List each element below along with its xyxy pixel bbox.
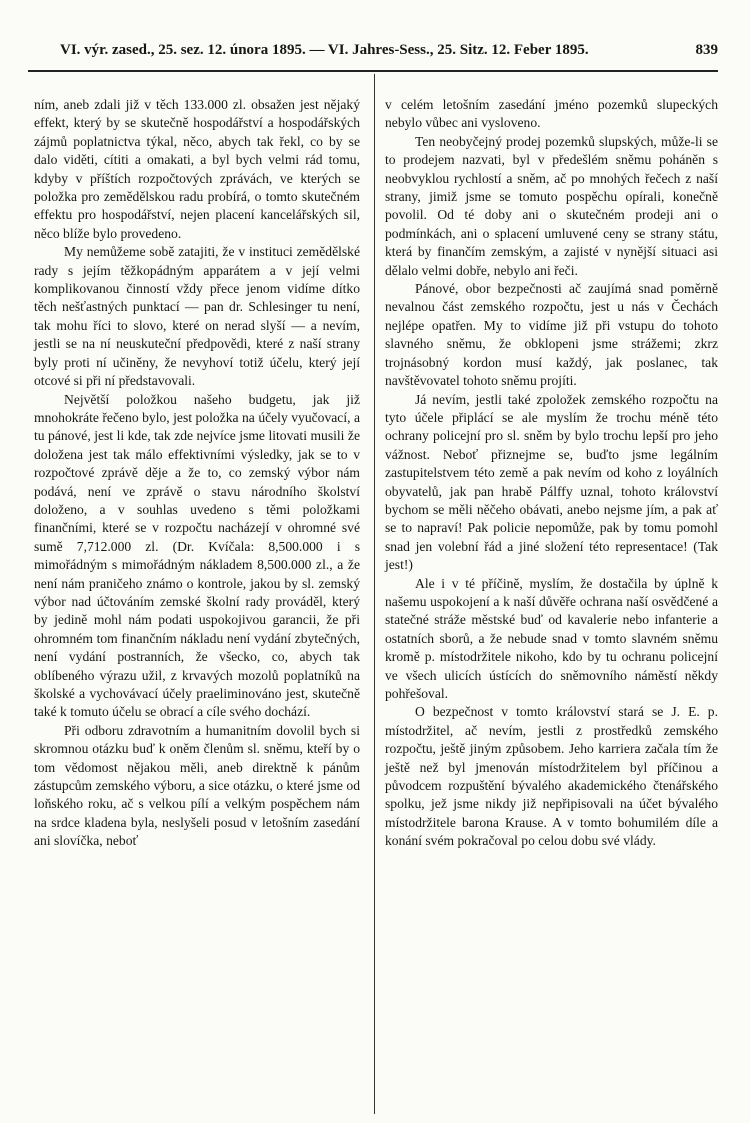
paragraph: My nemůžeme sobě zatajiti, že v instituci zemědělské rady s jejím těžkopádným apparátem a v její velmi komplikovanou činností vždy přece jenom vidíme dítko těch nešťastných punktací — pan dr. Schlesinger tu není, tak mohu říci to slovo, které on nerad slyší — a nevím, jestli se na ní neuskuteční předpovědi, které z naší strany byly proti ní učiněny, že nevyhoví totiž účelu, který její otcové si při ní představovali. (34, 244, 360, 389)
paragraph: Největší položkou našeho budgetu, jak již mnohokráte řečeno bylo, jest položka na účely vyučovací, a tu pánové, jest li kde, tak zde nejvíce jsme litovati musili že doložena jest tak málo effektivními výsledky, jak se to v rozpočtové zprávě děje a že to, co zemský výbor nám podává, není ve zprávě o stavu národního školství doloženo, a v souhlas uvedeno s těmi položkami finančními, které se v rozpočtu nacházejí v ohromné své sumě 7,712.000 zl. (Dr. Kvíčala: 8,500.000 i s mimořádným s mimořádným nákladem 8,500.000 zl., a že není nám praničeho známo o kontrole, jakou by sl. zemský výbor nad účtováním zemské školní rady prováděl, který by jedině mohl nám podati uspokojivou garancii, že při ohromném tom finančním nákladu není vydání zbytečných, není vydání postranních, že všecko, co, abych tak oblíbeného výrazu užil, z krvavých mozolů poplatníků na školské a vychovávací účely praeliminováno jest, skutečně také k tomuto účelu se obrací a cíle svého dochází. (34, 391, 360, 720)
column-divider (374, 74, 375, 1114)
page-number: 839 (695, 42, 718, 58)
running-title: VI. výr. zased., 25. sez. 12. února 1895. — VI. Jahres-Sess., 25. Sitz. 12. Feber 1895. (60, 42, 589, 58)
paragraph: v celém letošním zasedání jméno pozemků slupeckých nebylo vůbec ani vysloveno. (385, 97, 718, 131)
paragraph: Ten neobyčejný prodej pozemků slupských, může-li se to prodejem nazvati, byl v předešlém sněmu poháněn s neobvyklou rychlostí a sněm, ač po mnohých řečech z naší strany, jimiž jsme se tomuto pospěchu opírali, konečně povolil. Od té doby ani o skutečném prodeji ani o podmínkách, ani o splacení umluvené ceny se strany státu, která by finančím zemským, a zajisté v nynější situaci asi dělalo velmi dobře, nebylo ani řeči. (385, 133, 718, 278)
left-column (34, 96, 360, 851)
paragraph: O bezpečnost v tomto království stará se J. E. p. místodržitel, ač nevím, jestli z prostředků zemského rozpočtu, ještě jiným způsobem. Jeho karriera začala tím že ještě než byl jmenován místodržitelem byl příčinou a původcem rozpuštění bývalého akademického čtenářského spolku, jež jsme nikdy již nepřipisovali na účet bývalého místodržitele barona Krause. A v tomto bohumilém díle a konání svém pokračoval po celou dobu své vlády. (385, 704, 718, 849)
paragraph: ním, aneb zdali již v těch 133.000 zl. obsažen jest nějaký effekt, který by se skutečně hospodářství a hospodářských zájmů poplatnictva týkal, něco, abych tak řekl, co by se dalo viděti, cítiti a omakati, a byl bych velmi rád tomu, kdyby v příštích rozpočtových zprávách, ve kterých se položka pro zemědělskou radu probírá, o tomto skutečném effektu pro hospodářství, nejen placení kancelářských sil, něco blíže bylo provedeno. (34, 97, 360, 241)
paragraph: Ale i v té příčině, myslím, že dostačila by úplně k našemu uspokojení a k naší důvěře ochrana naší osvědčené a statečné stráže městské buď od kavalerie nebo infanterie a ostatních sborů, a že nebude snad v tomto slavném sněmu kromě p. místodržitele nikoho, kdo by tu ochranu policejní ve všech ulicích ústících do sněmovního náměstí někdy pohřešoval. (385, 575, 718, 701)
header-rule (28, 70, 718, 72)
paragraph: Při odboru zdravotním a humanitním dovolil bych si skromnou otázku buď k oněm členům sl. sněmu, kteří by o tom vědomost nějakou měli, aneb direktně k pánům zástupcům zemského výboru, a sice otázku, o které jsme od loňského roku, ač s velkou pílí a velkým pospěchem nám na srdce kladena byla, neslyšeli posud v letošním zasedání ani slovíčka, neboť (34, 722, 360, 849)
paragraph: Pánové, obor bezpečnosti ač zaujímá snad poměrně nevalnou část zemského rozpočtu, jest u nás v Čechách nejlépe opatřen. My to vidíme již při vstupu do tohoto slavného sněmu, že obklopeni jsme strážemi; zkrz trojnásobný kordon musí každý, jak poslanec, tak navštěvovatel tohoto sněmu projíti. (385, 281, 718, 389)
right-column (385, 96, 718, 851)
paragraph: Já nevím, jestli také zpoložek zemského rozpočtu na tyto účele připlácí se ale myslím že trochu méně této ochrany policejní pro sl. sněm by bylo trochu lepší pro jeho vážnost. Neboť přiznejme se, buďto jsme legálním zastupitelstvem této země a pak nevím od koho z loyálních obyvatelů, jak pan hrabě Pálffy uznal, tohoto království bychom se měli něčeho obávati, anebo nejsme jím, a pak ať se to napraví! Pak policie nepomůže, pak by tomu pomohl snad jen volební řád a jiné složení této representace! (Tak jest!) (385, 391, 718, 573)
